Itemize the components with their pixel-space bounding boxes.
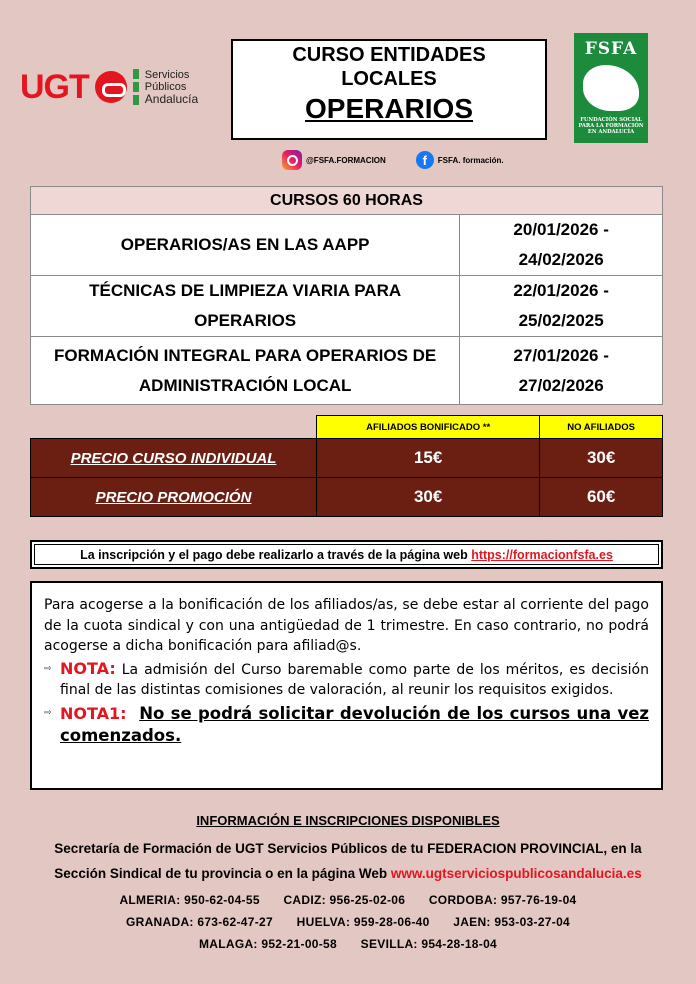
instagram-handle[interactable]: @FSFA.FORMACION bbox=[306, 155, 386, 165]
course-date-start: 20/01/2026 - bbox=[513, 220, 609, 239]
ugt-logo bbox=[20, 66, 220, 108]
web-notice bbox=[30, 540, 663, 569]
price-label: PRECIO CURSO INDIVIDUAL bbox=[31, 439, 317, 478]
web-notice-inner bbox=[34, 544, 659, 565]
price-affiliated: 30€ bbox=[317, 478, 540, 517]
page-title: OPERARIOS bbox=[304, 93, 474, 124]
phone-granada: GRANADA: 673-62-47-27 bbox=[125, 915, 273, 929]
course-dates bbox=[460, 337, 663, 405]
info-title: INFORMACIÓN E INSCRIPCIONES DISPONIBLES bbox=[196, 813, 500, 828]
phone-almeria: ALMERIA: 950-62-04-55 bbox=[119, 893, 260, 907]
table-row bbox=[31, 478, 663, 517]
price-non-affiliated: 30€ bbox=[540, 439, 663, 478]
nota-item bbox=[44, 659, 649, 701]
phone-cadiz: CADIZ: 956-25-02-06 bbox=[283, 893, 406, 907]
fsfa-sub3: EN ANDALUCÍA bbox=[587, 129, 635, 135]
phone-huelva: HUELVA: 959-28-06-40 bbox=[296, 915, 430, 929]
info-web-link[interactable]: www.ugtserviciospublicosandalucia.es bbox=[390, 866, 642, 881]
info-line1: Secretaría de Formación de UGT Servicios Públicos de tu FEDERACION PROVINCIAL, en la bbox=[54, 841, 642, 856]
nota1-label: NOTA1: bbox=[60, 703, 127, 723]
phones-row-1 bbox=[0, 893, 696, 907]
fsfa-logo-subtitle bbox=[574, 117, 648, 135]
arrow-bullet-icon: ⇨ bbox=[44, 707, 52, 718]
table-row bbox=[31, 215, 663, 276]
course-name: TÉCNICAS DE LIMPIEZA VIARIA PARA OPERARIOS bbox=[31, 276, 460, 337]
facebook-handle[interactable]: FSFA. formación. bbox=[437, 155, 504, 165]
web-link[interactable]: https://formacionfsfa.es bbox=[471, 548, 613, 562]
notes-box bbox=[30, 581, 663, 790]
title-box bbox=[231, 39, 547, 140]
nota1-item bbox=[44, 703, 649, 747]
table-row bbox=[31, 337, 663, 405]
info-line2-text: Sección Sindical de tu provincia o en la página Web bbox=[54, 866, 391, 881]
arrow-bullet-icon: ⇨ bbox=[44, 663, 52, 674]
ugt-logo-subtitle bbox=[145, 69, 198, 106]
course-date-end: 25/02/2025 bbox=[518, 311, 604, 330]
col-affiliated: AFILIADOS BONIFICADO ** bbox=[317, 416, 540, 439]
phone-jaen: JAEN: 953-03-27-04 bbox=[453, 915, 571, 929]
courses-heading: CURSOS 60 HORAS bbox=[31, 187, 663, 215]
table-row bbox=[31, 276, 663, 337]
nota-label: NOTA: bbox=[60, 658, 116, 678]
col-non-affiliated: NO AFILIADOS bbox=[540, 416, 663, 439]
price-non-affiliated: 60€ bbox=[540, 478, 663, 517]
prices-header-blank bbox=[31, 416, 317, 439]
course-date-end: 27/02/2026 bbox=[518, 375, 604, 395]
courses-table bbox=[30, 186, 663, 405]
nota1-text: No se podrá solicitar devolución de los cursos una vez comenzados. bbox=[60, 703, 649, 745]
phone-sevilla: SEVILLA: 954-28-18-04 bbox=[360, 937, 498, 951]
fsfa-sub1: FUNDACIÓN SOCIAL bbox=[580, 117, 642, 123]
title-line2: LOCALES bbox=[341, 68, 437, 90]
nota-text: La admisión del Curso baremable como parte de los méritos, es decisión final de las distintas comisiones de valoración, al reunir los requisitos exigidos. bbox=[60, 661, 649, 698]
course-name: FORMACIÓN INTEGRAL PARA OPERARIOS DE ADMINISTRACIÓN LOCAL bbox=[31, 337, 460, 405]
andalucia-map-icon bbox=[583, 65, 639, 111]
bonus-paragraph: Para acogerse a la bonificación de los afiliados/as, se debe estar al corriente del pago de la cuota sindical y con una antigüedad de 1 trimestre. En caso contrario, no podrá acogerse a dicha bonificación para afiliad@s. bbox=[44, 597, 649, 654]
fsfa-sub2: PARA LA FORMACIÓN bbox=[578, 123, 644, 129]
ugt-logo-text: UGT bbox=[20, 68, 89, 106]
info-line2 bbox=[0, 866, 696, 881]
price-affiliated: 15€ bbox=[317, 439, 540, 478]
web-notice-text: La inscripción y el pago debe realizarlo a través de la página web bbox=[80, 548, 472, 562]
ugt-sub-line2: Públicos bbox=[144, 80, 187, 93]
instagram-icon[interactable] bbox=[282, 150, 302, 170]
ugt-sub-line1: Servicios bbox=[144, 68, 190, 81]
facebook-icon[interactable]: f bbox=[416, 151, 434, 169]
course-date-start: 27/01/2026 - bbox=[513, 345, 609, 365]
phone-cordoba: CORDOBA: 957-76-19-04 bbox=[428, 893, 577, 907]
ugt-bars-icon bbox=[133, 69, 139, 105]
phone-malaga: MALAGA: 952-21-00-58 bbox=[198, 937, 338, 951]
prices-table bbox=[30, 415, 663, 517]
handshake-icon bbox=[95, 71, 127, 103]
social-links bbox=[282, 150, 504, 170]
course-dates bbox=[460, 215, 663, 276]
phones-row-3 bbox=[0, 937, 696, 951]
course-name: OPERARIOS/AS EN LAS AAPP bbox=[31, 215, 460, 276]
course-date-end: 24/02/2026 bbox=[518, 250, 604, 269]
ugt-sub-line3: Andalucía bbox=[144, 91, 199, 106]
course-dates bbox=[460, 276, 663, 337]
price-label: PRECIO PROMOCIÓN bbox=[31, 478, 317, 517]
fsfa-logo bbox=[574, 33, 648, 143]
phones-row-2 bbox=[0, 915, 696, 929]
table-row bbox=[31, 439, 663, 478]
course-date-start: 22/01/2026 - bbox=[513, 281, 609, 300]
fsfa-logo-text: FSFA bbox=[584, 39, 638, 59]
title-line1: CURSO ENTIDADES bbox=[292, 44, 486, 66]
